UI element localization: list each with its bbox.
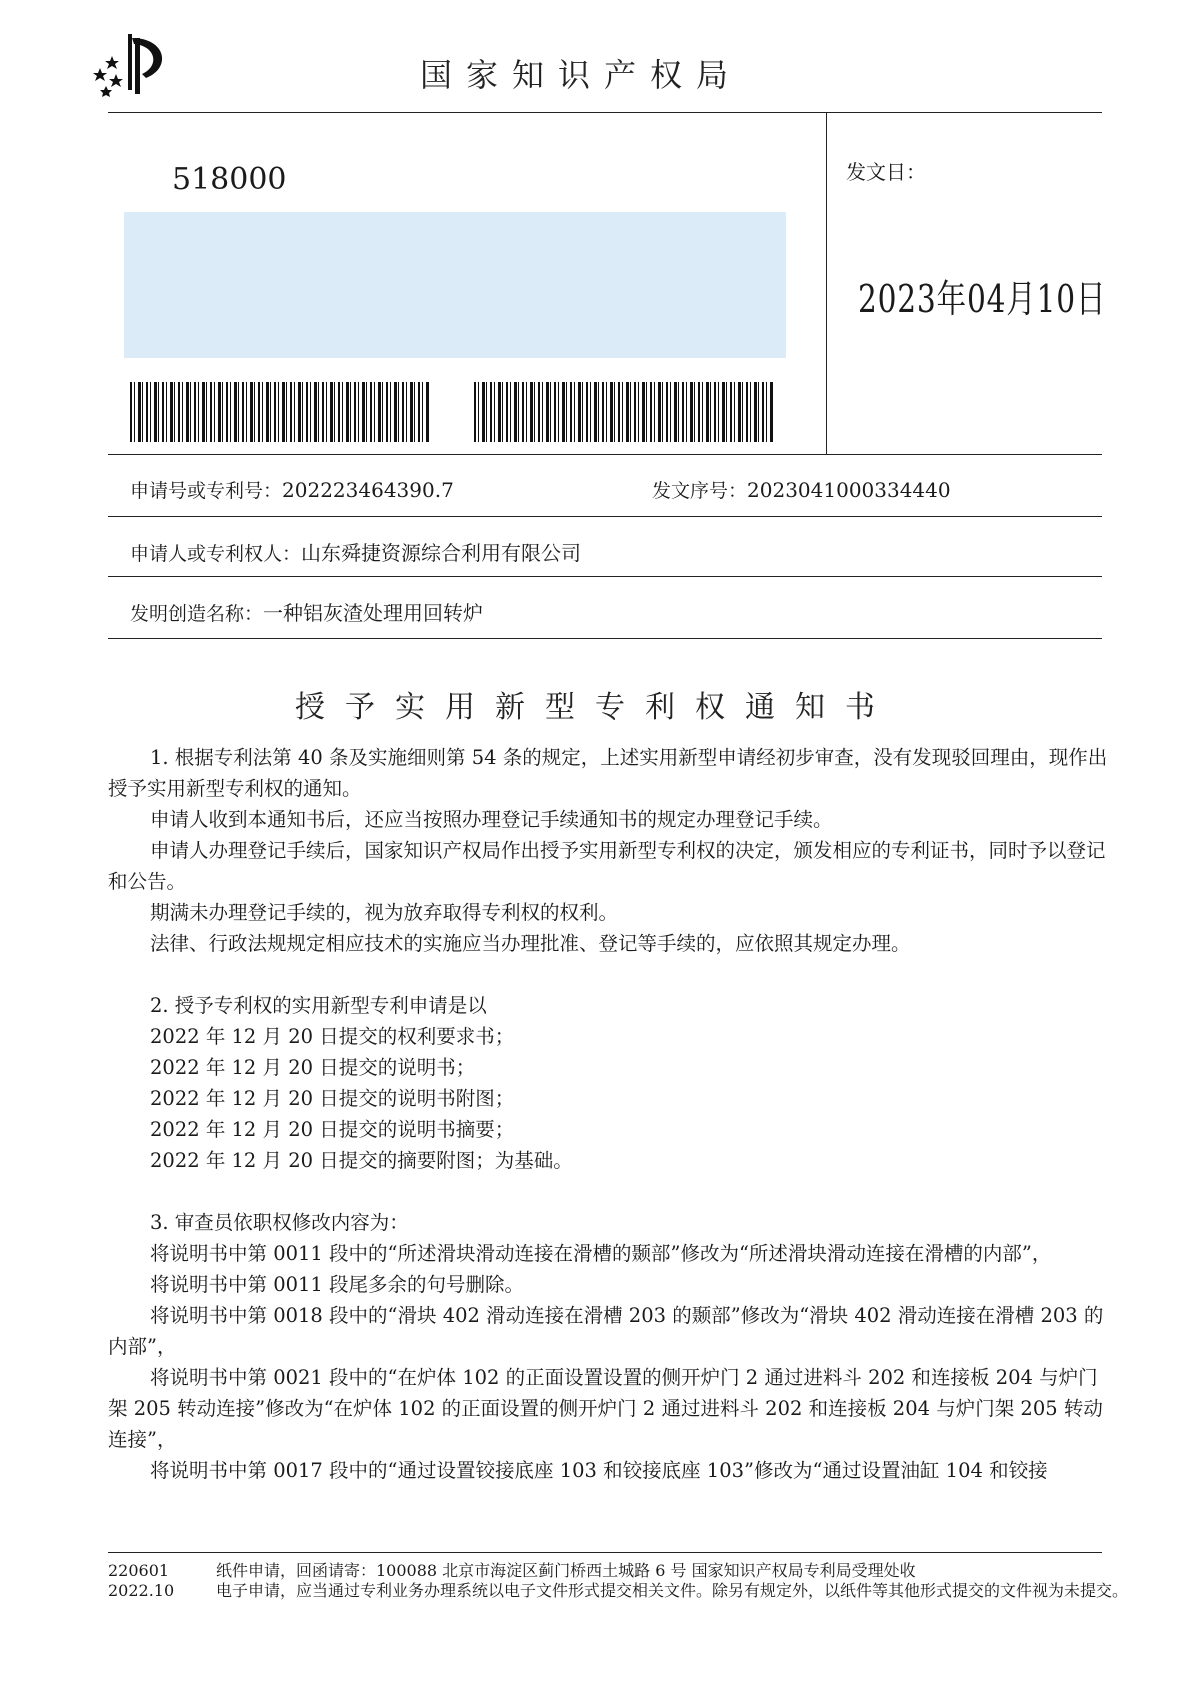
list-item: 将说明书中第 0021 段中的“在炉体 102 的正面设置设置的侧开炉门 2 通过进料斗 202 和连接板 204 与炉门架 205 转动连接”修改为“在炉体 102 的正面设置的侧开炉门 2 通过进料斗 202 和连接板 204 与炉门架 205 转动连接”， — [108, 1366, 1103, 1451]
list-item: 将说明书中第 0018 段中的“滑块 402 滑动连接在滑槽 203 的颞部”修改为“滑块 402 滑动连接在滑槽 203 的内部”， — [108, 1304, 1104, 1358]
postcode: 518000 — [172, 162, 287, 197]
divider — [108, 576, 1102, 577]
form-code: 220601 — [108, 1561, 170, 1580]
list-item: 将说明书中第 0017 段中的“通过设置铰接底座 103 和铰接底座 103”修改为“通过设置油缸 104 和铰接 — [150, 1459, 1048, 1482]
paragraph: 2. 授予专利权的实用新型专利申请是以 — [150, 994, 487, 1017]
application-number: 202223464390.7 — [282, 478, 454, 502]
divider — [108, 112, 1102, 113]
agency-name: 国家知识产权局 — [420, 56, 743, 94]
divider — [108, 516, 1102, 517]
serial-number: 2023041000334440 — [747, 478, 951, 502]
list-item: 将说明书中第 0011 段中的“所述滑块滑动连接在滑槽的颞部”修改为“所述滑块滑动连接在滑槽的内部”， — [150, 1242, 1052, 1265]
star-icon — [109, 74, 123, 87]
paragraph: 法律、行政法规规定相应技术的实施应当办理批准、登记等手续的，应依照其规定办理。 — [150, 932, 911, 955]
paragraph: 1. 根据专利法第 40 条及实施细则第 54 条的规定，上述实用新型申请经初步审查，没有发现驳回理由，现作出授予实用新型专利权的通知。 — [108, 746, 1108, 800]
footer-line: 纸件申请，回函请寄：100088 北京市海淀区蓟门桥西土城路 6 号 国家知识产权局专利局受理处收 — [216, 1561, 916, 1580]
application-number-label: 申请号或专利号： — [130, 480, 283, 502]
application-number-row — [130, 476, 454, 503]
issue-date: 2023年04月10日 — [858, 277, 1107, 321]
divider — [108, 454, 1102, 455]
divider — [826, 112, 827, 454]
list-item: 2022 年 12 月 20 日提交的摘要附图；为基础。 — [150, 1149, 573, 1172]
star-icon — [93, 68, 107, 81]
list-item: 2022 年 12 月 20 日提交的说明书； — [150, 1056, 476, 1079]
invention-name: 一种铝灰渣处理用回转炉 — [263, 601, 484, 625]
list-item: 2022 年 12 月 20 日提交的说明书附图； — [150, 1087, 515, 1110]
list-item: 将说明书中第 0011 段尾多余的句号删除。 — [150, 1273, 525, 1296]
applicant: 山东舜捷资源综合利用有限公司 — [301, 541, 582, 565]
footer-line: 电子申请，应当通过专利业务办理系统以电子文件形式提交相关文件。除另有规定外，以纸件等其他形式提交的文件视为未提交。 — [216, 1581, 1129, 1600]
address-redaction — [124, 212, 786, 358]
divider — [108, 638, 1102, 639]
serial-number-label: 发文序号： — [652, 480, 748, 502]
invention-label: 发明创造名称： — [130, 603, 264, 625]
applicant-row — [130, 537, 581, 566]
notice-body — [108, 742, 1108, 1486]
issue-date-label: 发文日： — [846, 160, 926, 184]
list-item: 2022 年 12 月 20 日提交的说明书摘要； — [150, 1118, 515, 1141]
notice-title: 授予实用新型专利权通知书 — [295, 690, 895, 725]
cnipa-logo — [88, 28, 178, 100]
barcode — [130, 382, 430, 442]
paragraph: 期满未办理登记手续的，视为放弃取得专利权的权利。 — [150, 901, 619, 924]
star-icon — [105, 56, 119, 69]
list-item: 2022 年 12 月 20 日提交的权利要求书； — [150, 1025, 515, 1048]
paragraph: 申请人办理登记手续后，国家知识产权局作出授予实用新型专利权的决定，颁发相应的专利证书，同时予以登记和公告。 — [108, 839, 1106, 893]
serial-number-row — [652, 476, 951, 503]
form-version: 2022.10 — [108, 1581, 175, 1600]
paragraph: 申请人收到本通知书后，还应当按照办理登记手续通知书的规定办理登记手续。 — [150, 808, 833, 831]
divider — [108, 1552, 1102, 1553]
paragraph: 3. 审查员依职权修改内容为： — [150, 1211, 409, 1234]
invention-row — [130, 597, 483, 626]
applicant-label: 申请人或专利权人： — [130, 543, 302, 565]
star-icon — [100, 86, 112, 97]
barcode — [474, 382, 774, 442]
